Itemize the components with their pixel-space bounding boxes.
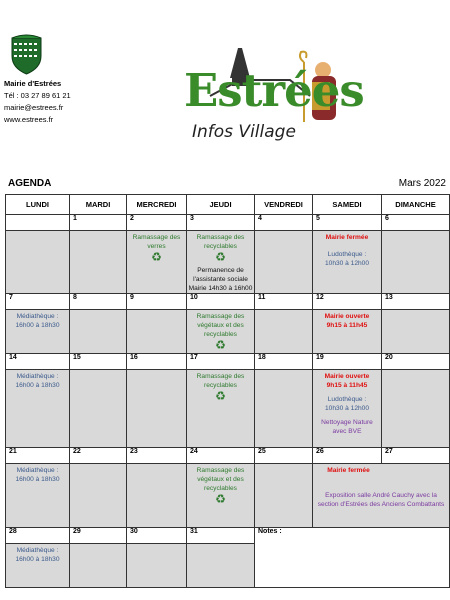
date-cell: 18: [255, 354, 313, 370]
event-cell: [127, 370, 187, 448]
date-cell: [6, 215, 70, 231]
date-cell: 1: [70, 215, 127, 231]
recycle-icon: ♻: [215, 389, 226, 403]
event-ludotheque-hours: 10h30 à 12h00: [324, 260, 369, 267]
date-cell: 21: [6, 448, 70, 464]
event-cell: [187, 310, 255, 354]
logo-title: Estrées: [184, 64, 364, 117]
day-header: VENDREDI: [255, 195, 313, 215]
event-exposition: Exposition salle André Cauchy avec la section d'Estrées des Anciens Combattants: [317, 492, 445, 508]
date-cell: 5: [313, 215, 382, 231]
phone: Tél : 03 27 89 61 21: [4, 91, 71, 100]
event-cell: [382, 370, 450, 448]
event-cell: [255, 464, 313, 528]
event-cell: [255, 231, 313, 294]
date-cell: 24: [187, 448, 255, 464]
event-cell: [70, 370, 127, 448]
date-cell: 15: [70, 354, 127, 370]
event-ludotheque-label: Ludothèque :: [327, 251, 367, 258]
recycle-icon: ♻: [215, 338, 226, 352]
date-cell: 14: [6, 354, 70, 370]
event-mairie-fermee: Mairie fermée: [327, 467, 370, 474]
event-ramassage-vegetaux: Ramassage des végétaux et des recyclables: [196, 313, 245, 338]
event-cell: [127, 464, 187, 528]
event-cell: [6, 231, 70, 294]
event-cell: [255, 310, 313, 354]
date-cell: 6: [382, 215, 450, 231]
date-cell: 28: [6, 528, 70, 544]
date-cell: 30: [127, 528, 187, 544]
event-cell: [313, 464, 450, 528]
date-cell: 2: [127, 215, 187, 231]
date-row: [6, 528, 450, 544]
event-cell: [70, 464, 127, 528]
event-cell: [6, 464, 70, 528]
date-cell: 17: [187, 354, 255, 370]
date-cell: 19: [313, 354, 382, 370]
event-cell: [255, 370, 313, 448]
calendar-table: [5, 194, 450, 588]
event-cell: [127, 310, 187, 354]
event-cell: [187, 464, 255, 528]
day-header: MERCREDI: [127, 195, 187, 215]
event-row: [6, 310, 450, 354]
date-row: [6, 215, 450, 231]
day-header: MARDI: [70, 195, 127, 215]
event-ludotheque-hours: 10h30 à 12h00: [324, 405, 369, 412]
day-header: DIMANCHE: [382, 195, 450, 215]
event-cell: [187, 231, 255, 294]
event-cell: [313, 231, 382, 294]
event-cell: [70, 231, 127, 294]
day-header: LUNDI: [6, 195, 70, 215]
event-cell: [382, 231, 450, 294]
mairie-name: Mairie d'Estrées: [4, 79, 62, 88]
date-row: [6, 294, 450, 310]
date-cell: 3: [187, 215, 255, 231]
event-cell: [127, 231, 187, 294]
event-mairie-ouverte-hours: 9h15 à 11h45: [326, 322, 368, 329]
event-row: [6, 370, 450, 448]
event-cell: [313, 310, 382, 354]
event-permanence: Permanence de l'assistante sociale Mairie 14h30 à 16h00: [188, 267, 253, 292]
day-header: JEUDI: [187, 195, 255, 215]
date-cell: 9: [127, 294, 187, 310]
agenda-month: Mars 2022: [398, 178, 446, 189]
date-cell: 10: [187, 294, 255, 310]
logo-subtitle: Infos Village: [192, 122, 296, 142]
event-ramassage-vegetaux: Ramassage des végétaux et des recyclables: [196, 467, 245, 492]
recycle-icon: ♻: [215, 250, 226, 264]
date-cell: 20: [382, 354, 450, 370]
event-mairie-fermee: Mairie fermée: [325, 234, 369, 241]
event-mediatheque-hours: 16h00 à 18h30: [15, 556, 60, 563]
recycle-icon: ♻: [151, 250, 162, 264]
date-cell: 7: [6, 294, 70, 310]
event-cell: [127, 544, 187, 588]
event-cell: [70, 544, 127, 588]
date-cell: 31: [187, 528, 255, 544]
date-cell: 29: [70, 528, 127, 544]
recycle-icon: ♻: [215, 492, 226, 506]
date-row: [6, 354, 450, 370]
event-row: [6, 464, 450, 528]
event-mediatheque-label: Médiathèque :: [16, 547, 59, 554]
date-cell: 4: [255, 215, 313, 231]
event-mediatheque-hours: 16h00 à 18h30: [15, 322, 60, 329]
event-mediatheque-label: Médiathèque :: [16, 313, 59, 320]
date-cell: 11: [255, 294, 313, 310]
event-cell: [6, 544, 70, 588]
date-cell: 25: [255, 448, 313, 464]
date-row: [6, 448, 450, 464]
event-ramassage-recyclables: Ramassage des recyclables: [196, 234, 245, 250]
date-cell: 23: [127, 448, 187, 464]
event-cell: [382, 310, 450, 354]
event-mediatheque-hours: 16h00 à 18h30: [15, 382, 60, 389]
event-nettoyage: Nettoyage Nature avec BVE: [321, 419, 373, 435]
event-cell: [6, 370, 70, 448]
event-ramassage-recyclables: Ramassage des recyclables: [196, 373, 245, 389]
event-mairie-ouverte-hours: 9h15 à 11h45: [326, 382, 368, 389]
event-mairie-ouverte: Mairie ouverte: [324, 373, 370, 380]
email: mairie@estrees.fr: [4, 103, 64, 112]
village-crest-icon: [10, 32, 43, 76]
event-row: [6, 231, 450, 294]
date-cell: 8: [70, 294, 127, 310]
weekday-header-row: [6, 195, 450, 215]
agenda-title: AGENDA: [8, 178, 52, 189]
date-cell: 22: [70, 448, 127, 464]
event-ramassage-verres: Ramassage des verres: [132, 234, 181, 250]
date-cell: 26: [313, 448, 382, 464]
event-mairie-ouverte: Mairie ouverte: [324, 313, 370, 320]
event-mediatheque-label: Médiathèque :: [16, 373, 59, 380]
website: www.estrees.fr: [4, 115, 54, 124]
date-cell: 13: [382, 294, 450, 310]
event-ludotheque-label: Ludothèque :: [327, 396, 367, 403]
event-cell: [187, 370, 255, 448]
date-cell: 12: [313, 294, 382, 310]
event-mediatheque-label: Médiathèque :: [16, 467, 59, 474]
notes-label: Notes :: [258, 528, 282, 535]
date-cell: 27: [382, 448, 450, 464]
event-cell: [313, 370, 382, 448]
event-cell: [187, 544, 255, 588]
event-cell: [70, 310, 127, 354]
contact-block: [4, 78, 71, 126]
notes-cell: [255, 528, 450, 588]
day-header: SAMEDI: [313, 195, 382, 215]
event-cell: [6, 310, 70, 354]
date-cell: 16: [127, 354, 187, 370]
event-mediatheque-hours: 16h00 à 18h30: [15, 476, 60, 483]
